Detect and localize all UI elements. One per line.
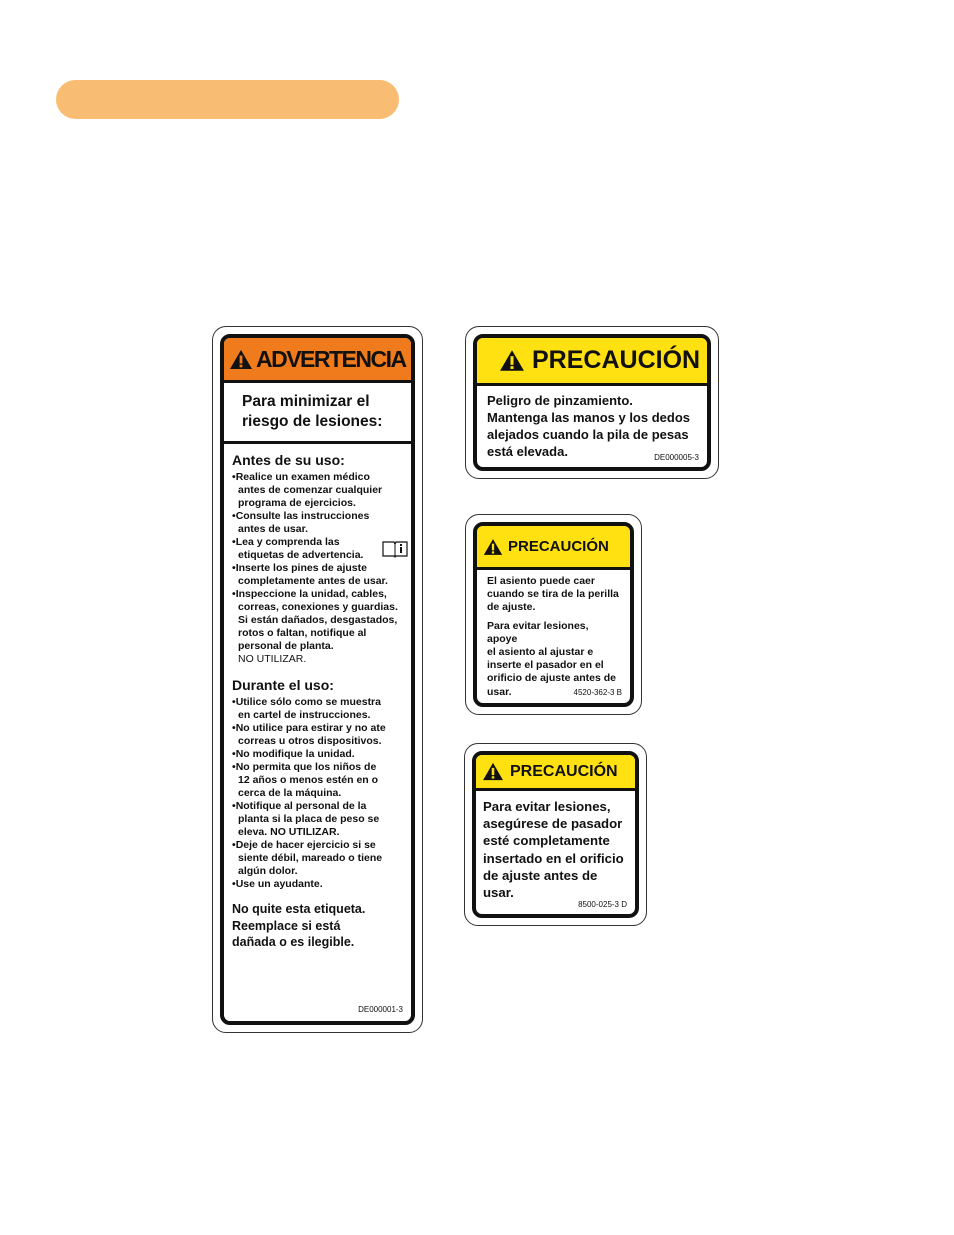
precaucion-title: PRECAUCIÓN <box>510 762 618 780</box>
final-line: Reemplace si está <box>232 918 341 933</box>
list-item: en cartel de instrucciones. <box>238 709 371 721</box>
warning-label-advertencia <box>212 326 423 1033</box>
manual-book-icon <box>382 540 408 558</box>
list-item: • Utilice sólo como se muestra <box>232 696 411 709</box>
list-item: • No permita que los niños de <box>232 761 411 774</box>
text-line: usar. <box>483 885 514 901</box>
text-line: usar. <box>487 685 512 698</box>
list-item: rotos o faltan, notifique al <box>238 627 367 639</box>
list-item: • Consulte las instrucciones <box>232 510 411 523</box>
list-item: • No utilice para estirar y no ate <box>232 722 411 735</box>
text-line: insertado en el orificio <box>483 850 624 866</box>
advertencia-intro <box>224 383 411 444</box>
caution-label-pinch <box>465 326 719 479</box>
warning-triangle-icon <box>229 349 253 370</box>
text-line: alejados cuando la pila de pesas <box>487 427 689 442</box>
caution-label-pin <box>464 743 647 926</box>
seat-warning-text <box>477 570 630 699</box>
text-line: Para evitar lesiones, apoye <box>487 619 589 645</box>
section-header-bar <box>56 80 399 119</box>
label-code: DE000001-3 <box>358 1005 403 1014</box>
list-item: algún dolor. <box>238 865 298 877</box>
list-item: cerca de la máquina. <box>238 787 342 799</box>
during-use-list <box>224 696 411 891</box>
list-item: antes de comenzar cualquier <box>238 484 383 496</box>
text-line: orificio de ajuste antes de <box>487 672 616 685</box>
precaucion-title: PRECAUCIÓN <box>532 346 701 374</box>
text-line: cuando se tira de la perilla <box>487 588 619 601</box>
warning-triangle-icon <box>482 762 504 781</box>
list-item: personal de planta. <box>238 640 334 652</box>
list-item: antes de usar. <box>238 523 309 535</box>
final-line: dañada o es ilegible. <box>232 935 355 949</box>
list-item: etiquetas de advertencia. <box>238 549 364 561</box>
list-item: correas, conexiones y guardias. <box>238 601 398 613</box>
text-line: de ajuste antes de <box>483 867 598 883</box>
list-item: programa de ejercicios. <box>238 497 356 509</box>
before-use-heading: Antes de su uso: <box>232 452 345 468</box>
list-item: • Lea y comprenda las <box>232 536 411 549</box>
intro-line: Para minimizar el <box>242 393 370 410</box>
label-code: 4520-362-3 B <box>573 688 622 697</box>
list-item: • Use un ayudante. <box>232 878 411 891</box>
final-line: No quite esta etiqueta. <box>232 902 366 916</box>
advertencia-header <box>224 338 411 383</box>
text-line: inserte el pasador en el <box>487 659 604 672</box>
label-code: DE000005-3 <box>654 453 699 462</box>
advertencia-title: ADVERTENCIA <box>256 345 406 372</box>
text-line: Para evitar lesiones, <box>483 799 611 814</box>
list-item: • Inserte los pines de ajuste <box>232 562 411 575</box>
list-item: • Realice un examen médico <box>232 471 411 484</box>
text-line: está elevada. <box>487 444 568 459</box>
intro-line: riesgo de lesiones: <box>242 413 383 430</box>
text-line: el asiento al ajustar e <box>487 646 594 659</box>
list-item: • Inspeccione la unidad, cables, <box>232 588 411 601</box>
list-item: 12 años o menos estén en o <box>238 774 379 786</box>
list-item: completamente antes de usar. <box>238 575 388 587</box>
warning-triangle-icon <box>499 349 525 372</box>
label-code: 8500-025-3 D <box>578 900 627 909</box>
list-item: • Notifique al personal de la <box>232 800 411 813</box>
text-line: El asiento puede caer <box>487 575 595 587</box>
text-line: esté completamente <box>483 833 610 849</box>
list-item: • No modifique la unidad. <box>232 748 411 761</box>
during-use-heading: Durante el uso: <box>232 677 334 693</box>
precaucion-header <box>477 526 630 570</box>
text-line: Peligro de pinzamiento. <box>487 393 633 408</box>
list-item: siente débil, mareado o tiene <box>238 852 383 864</box>
text-line: de ajuste. <box>487 601 536 614</box>
precaucion-header <box>477 338 707 386</box>
list-item: correas u otros dispositivos. <box>238 735 382 747</box>
text-line: Mantenga las manos y los dedos <box>487 410 690 425</box>
caution-label-seat <box>465 514 642 715</box>
before-use-list <box>224 471 411 666</box>
advertencia-final-note <box>232 901 411 951</box>
list-item: NO UTILIZAR. <box>238 653 307 665</box>
list-item: Si están dañados, desgastados, <box>238 614 398 626</box>
list-item: • Deje de hacer ejercicio si se <box>232 839 411 852</box>
pin-warning-text <box>476 791 635 901</box>
precaucion-header <box>476 755 635 791</box>
pinch-warning-text <box>477 386 707 460</box>
warning-triangle-icon <box>483 538 503 556</box>
list-item: eleva. NO UTILIZAR. <box>238 826 340 838</box>
list-item: planta si la placa de peso se <box>238 813 380 825</box>
text-line: asegúrese de pasador <box>483 816 623 832</box>
precaucion-title: PRECAUCIÓN <box>508 538 609 555</box>
